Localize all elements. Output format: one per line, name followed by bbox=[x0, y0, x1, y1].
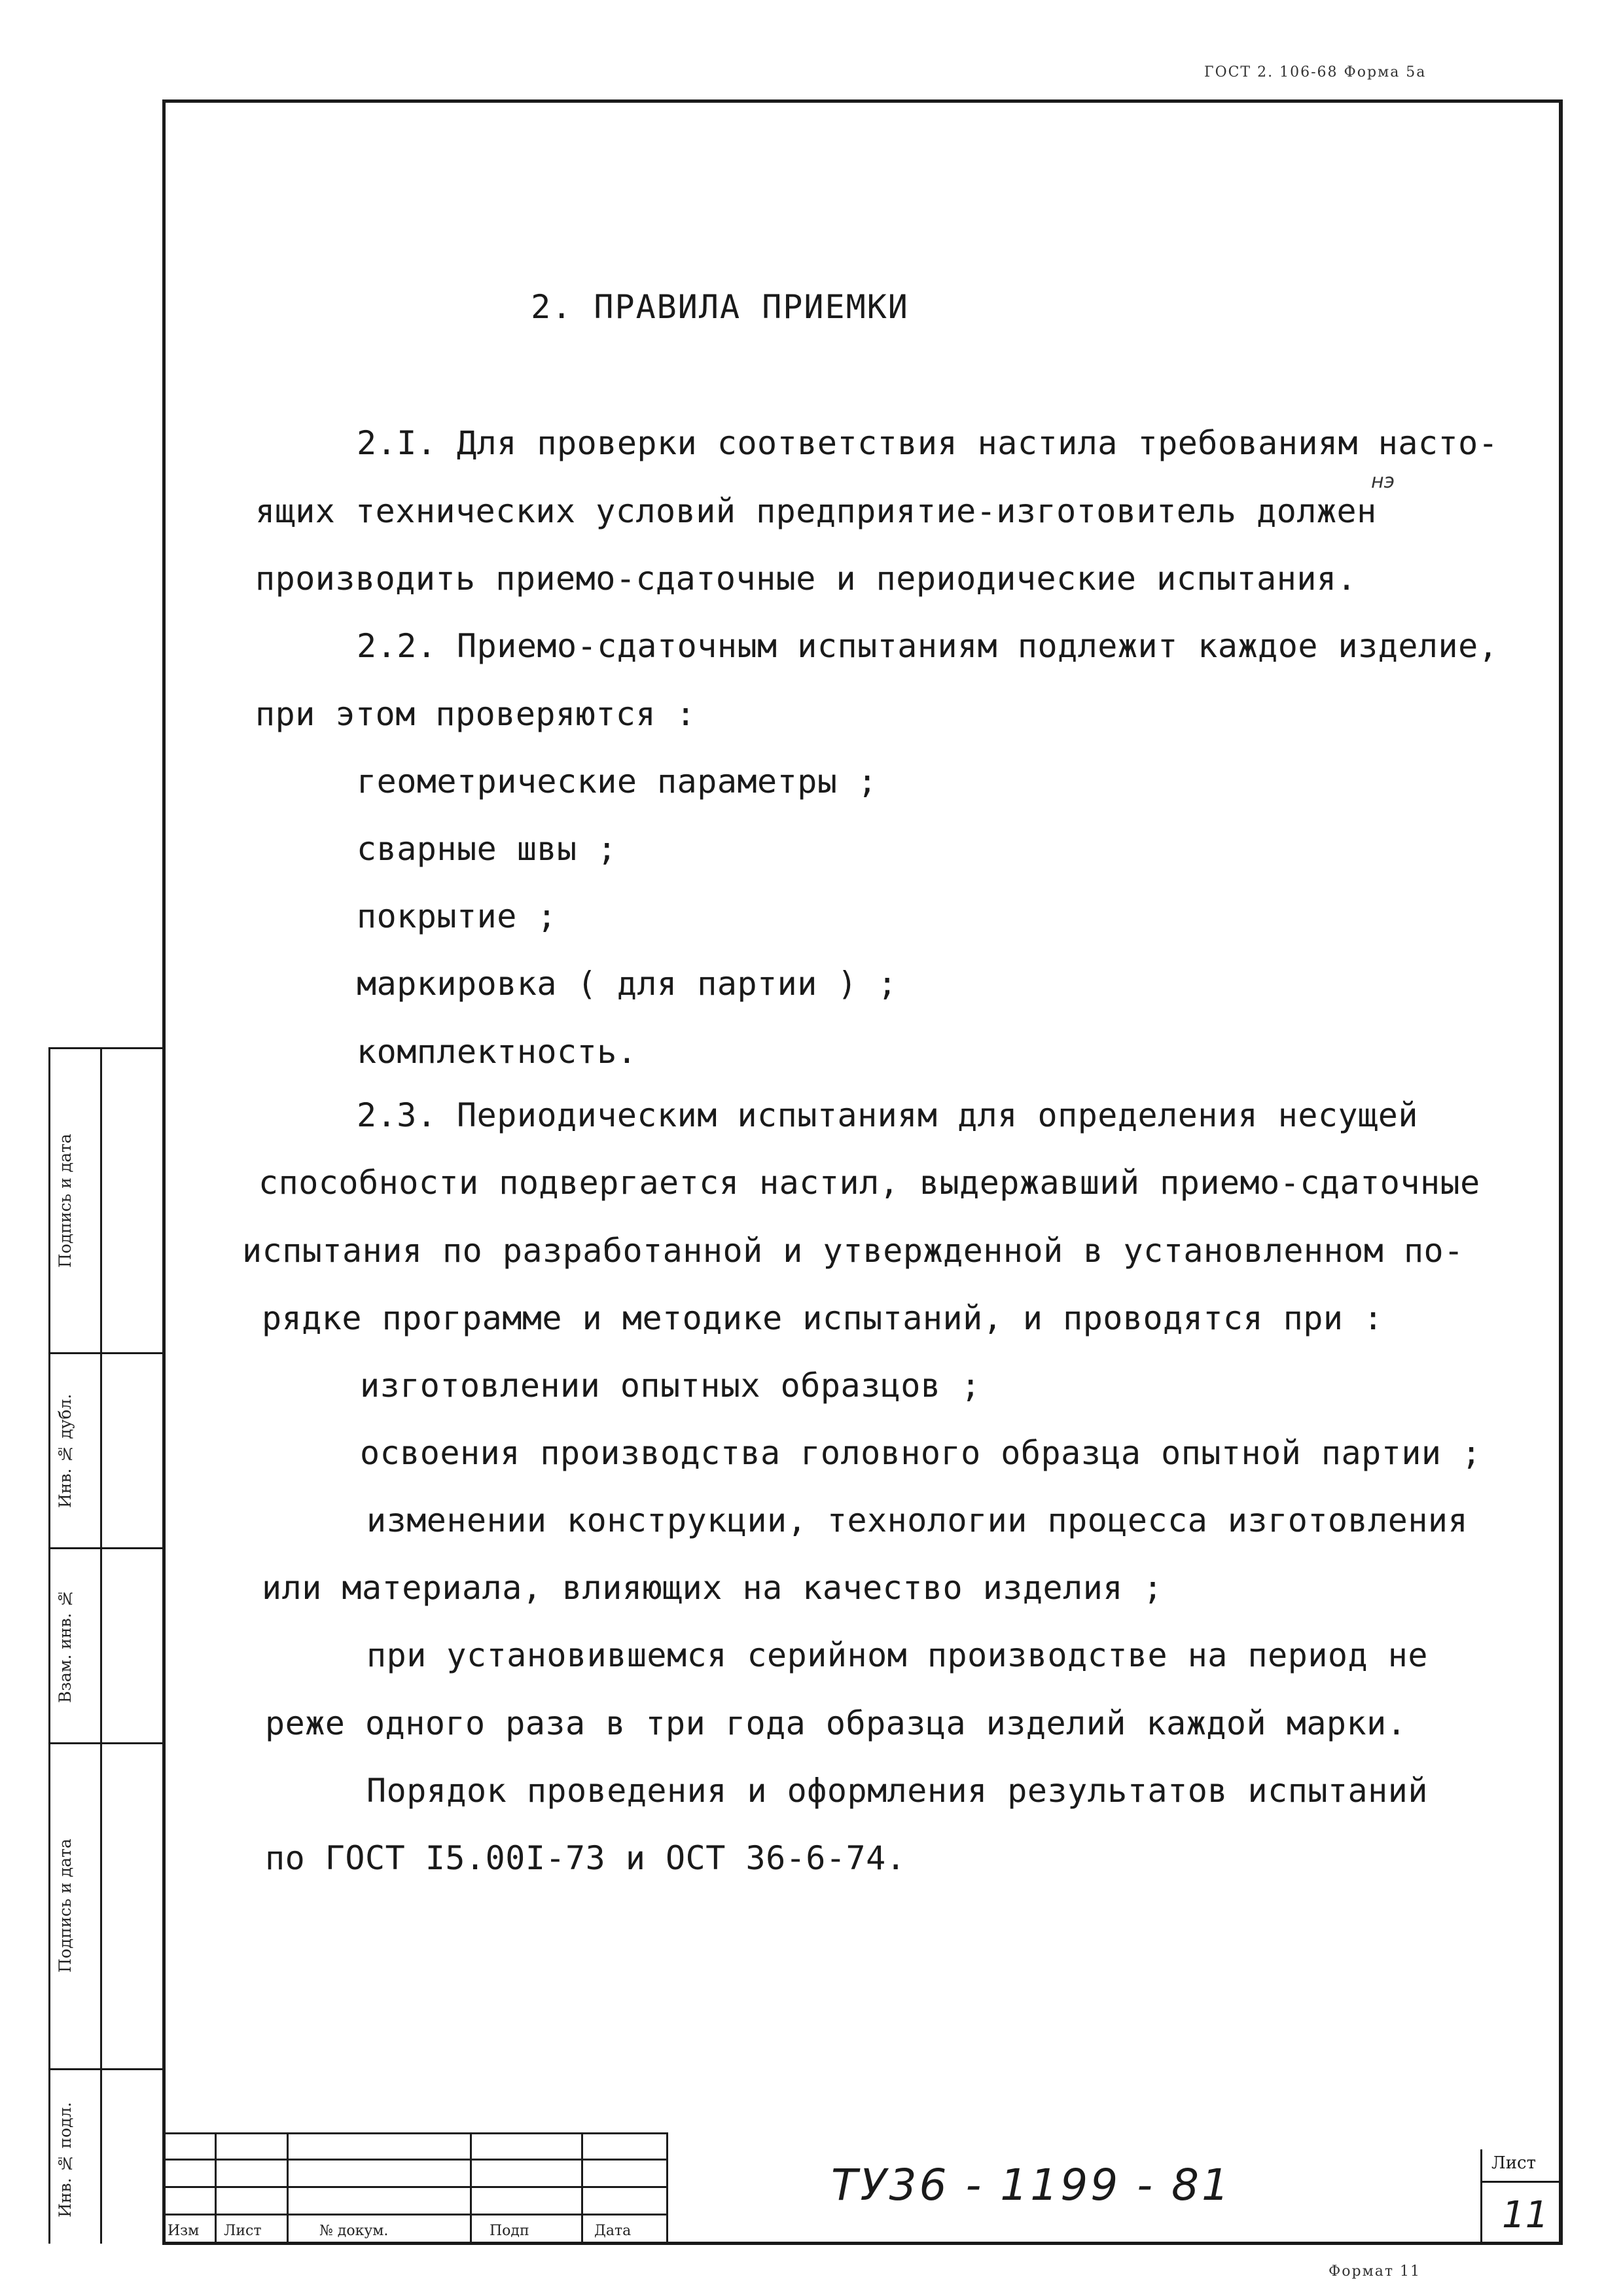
body-line: испытания по разработанной и утвержденной в установленном по- bbox=[242, 1232, 1464, 1270]
caption-sheet: Лист bbox=[224, 2223, 262, 2239]
section-title: 2. ПРАВИЛА ПРИЕМКИ bbox=[531, 288, 909, 326]
side-stamp bbox=[48, 1047, 164, 2244]
body-line: способности подвергается настил, выдержавший приемо-сдаточные bbox=[259, 1164, 1480, 1202]
caption-date: Дата bbox=[594, 2223, 632, 2239]
body-line: комплектность. bbox=[357, 1033, 637, 1071]
body-line: 2.I. Для проверки соответствия настила требованиям насто- bbox=[357, 424, 1499, 462]
caption-change: Изм bbox=[168, 2223, 200, 2239]
caption-signature: Подп bbox=[490, 2223, 529, 2239]
body-line: реже одного раза в три года образца изделий каждой марки. bbox=[265, 1704, 1407, 1742]
sheet-label: Лист bbox=[1491, 2153, 1536, 2173]
sheet-number: 11 bbox=[1502, 2194, 1549, 2236]
body-line: покрытие ; bbox=[357, 897, 558, 935]
body-line: по ГОСТ I5.00I-73 и ОСТ 36-6-74. bbox=[265, 1839, 906, 1877]
body-line: ящих технических условий предприятие-изготовитель должен bbox=[255, 492, 1377, 530]
body-line: изменении конструкции, технологии процесса изготовления bbox=[366, 1501, 1469, 1539]
body-line: сварные швы ; bbox=[357, 830, 617, 868]
body-line: изготовлении опытных образцов ; bbox=[360, 1367, 981, 1405]
side-label-signature-date: Подпись и дата bbox=[56, 1134, 75, 1268]
revision-table bbox=[162, 2132, 666, 2245]
side-label-original-inv: Инв. № подл. bbox=[56, 2102, 75, 2218]
body-line: маркировка ( для партии ) ; bbox=[357, 965, 898, 1003]
document-number: ТУ36 - 1199 - 81 bbox=[831, 2160, 1232, 2210]
body-line: при этом проверяются : bbox=[255, 695, 696, 733]
side-label-replacement-inv: Взам. инв. № bbox=[56, 1588, 75, 1704]
body-line: производить приемо-сдаточные и периодические испытания. bbox=[255, 560, 1357, 598]
format-label: Формат 11 bbox=[1329, 2263, 1421, 2280]
sheet-box bbox=[1480, 2149, 1561, 2245]
body-line: или материала, влияющих на качество изделия ; bbox=[262, 1569, 1164, 1607]
caption-doc-number: № докум. bbox=[319, 2223, 389, 2239]
body-line: Порядок проведения и оформления результатов испытаний bbox=[366, 1772, 1428, 1810]
side-label-signature-date-2: Подпись и дата bbox=[56, 1839, 75, 1973]
body-line: при установившемся серийном производстве на период не bbox=[366, 1636, 1428, 1674]
side-label-duplicate-inv: Инв. № дубл. bbox=[56, 1393, 75, 1509]
body-line: рядке программе и методике испытаний, и проводятся при : bbox=[262, 1299, 1383, 1337]
body-line: 2.2. Приемо-сдаточным испытаниям подлежит каждое изделие, bbox=[357, 627, 1499, 665]
body-line: освоения производства головного образца опытной партии ; bbox=[360, 1434, 1482, 1472]
handwritten-note: нэ bbox=[1371, 470, 1395, 493]
body-line: 2.3. Периодическим испытаниям для определения несущей bbox=[357, 1096, 1418, 1134]
body-line: геометрические параметры ; bbox=[357, 762, 878, 800]
form-label: ГОСТ 2. 106-68 Форма 5а bbox=[1204, 64, 1427, 81]
